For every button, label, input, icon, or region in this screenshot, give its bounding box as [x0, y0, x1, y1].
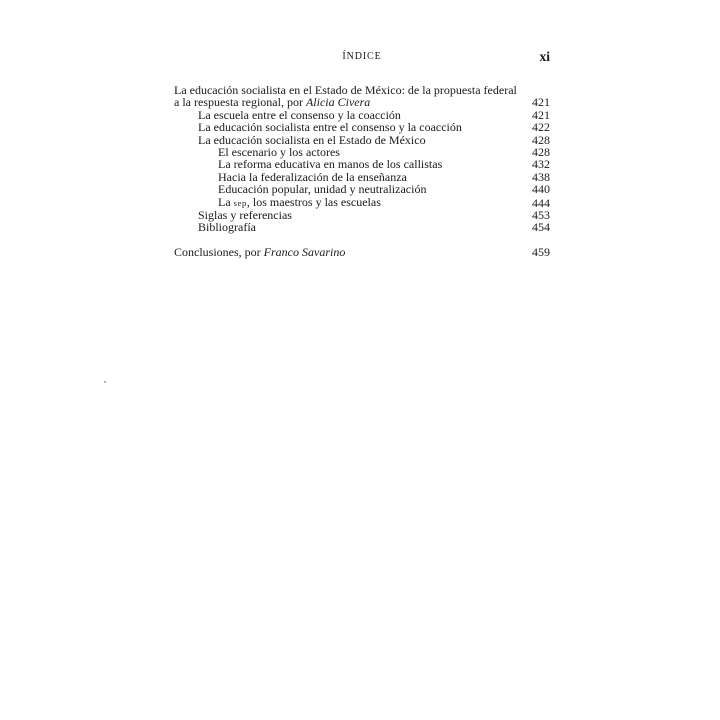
toc-entry-page: 432	[532, 157, 550, 172]
toc-entry-title: Educación popular, unidad y neutralización	[218, 182, 427, 197]
chapter-title-text: La educación socialista en el Estado de México: de la propuesta federal a la respuesta regional, por	[174, 83, 517, 110]
toc-entry-page: 440	[532, 182, 550, 197]
toc-entry-chapter[interactable]	[174, 84, 550, 109]
toc-entry-title: La educación socialista entre el consenso y la coacción	[198, 120, 462, 135]
toc-entry-page: 428	[532, 132, 550, 147]
toc-entry-title	[218, 196, 532, 209]
toc-entry-page: 444	[532, 195, 550, 210]
toc-entry-title: La escuela entre el consenso y la coacción	[198, 107, 401, 122]
conclusions-title-text: Conclusiones, por	[174, 244, 264, 259]
scan-speck	[104, 381, 106, 383]
toc-entry-title: Hacia la federalización de la enseñanza	[218, 169, 407, 184]
toc-entry-page: 438	[532, 169, 550, 184]
toc-entry-title: La educación socialista en el Estado de México	[198, 132, 426, 147]
chapter-author: Alicia Civera	[305, 95, 371, 110]
page-number: xi	[539, 49, 550, 64]
sep-acronym: sep	[233, 197, 247, 208]
toc-entry-title: La reforma educativa en manos de los callistas	[218, 157, 443, 172]
toc-entry-conclusions[interactable]	[174, 246, 550, 258]
toc-entry-page: 421	[532, 95, 550, 110]
toc-entry-page: 428	[532, 145, 550, 160]
toc-entry-title	[174, 84, 532, 109]
conclusions-author: Franco Savarino	[263, 244, 346, 259]
table-of-contents	[174, 84, 550, 258]
toc-entry-section[interactable]	[174, 221, 550, 233]
toc-entry-title: El escenario y los actores	[218, 145, 340, 160]
running-head	[174, 50, 550, 66]
toc-entry-title: Siglas y referencias	[198, 208, 292, 223]
toc-entry-page: 459	[532, 244, 550, 259]
sep-entry-suffix: , los maestros y las escuelas	[246, 194, 381, 209]
sep-entry-prefix: La	[218, 194, 234, 209]
toc-entry-title	[174, 246, 532, 258]
toc-entry-page: 421	[532, 107, 550, 122]
toc-entry-page: 453	[532, 208, 550, 223]
toc-entry-subsection[interactable]	[174, 158, 550, 170]
running-title: ÍNDICE	[342, 51, 382, 62]
toc-entry-title: Bibliografía	[198, 220, 256, 235]
toc-entry-section[interactable]	[174, 121, 550, 133]
toc-entry-page: 454	[532, 220, 550, 235]
toc-entry-page: 422	[532, 120, 550, 135]
toc-entry-subsection[interactable]	[174, 196, 550, 209]
